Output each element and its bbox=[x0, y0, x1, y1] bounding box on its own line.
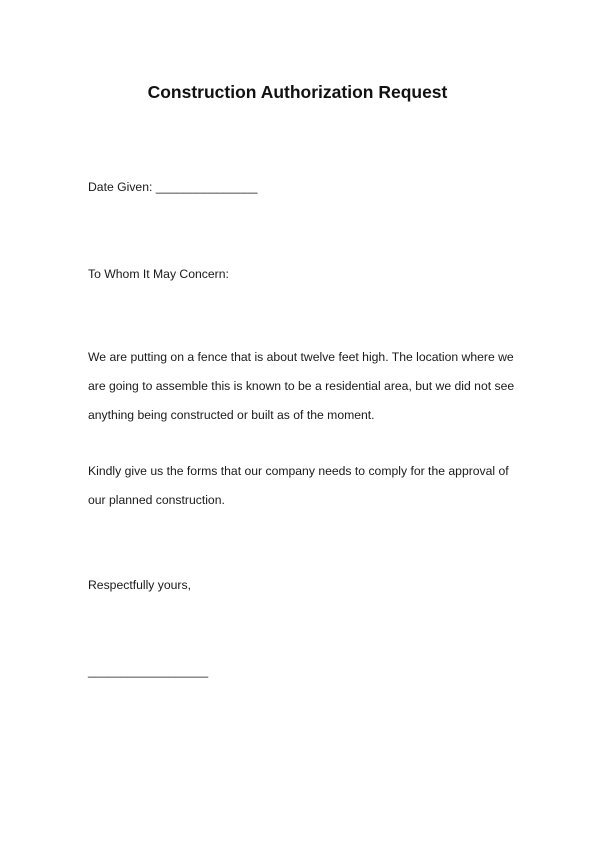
body-paragraph-1-line-2: are going to assemble this is known to be a residential area, but we did not see bbox=[88, 379, 515, 393]
closing-text: Respectfully yours, bbox=[88, 578, 191, 592]
body-paragraph-2-line-1: Kindly give us the forms that our company needs to comply for the approval of bbox=[88, 464, 509, 478]
document-title: Construction Authorization Request bbox=[147, 82, 448, 102]
salutation: To Whom It May Concern: bbox=[88, 267, 229, 281]
date-given-line: Date Given: _______________ bbox=[88, 180, 258, 194]
body-paragraph-2-line-2: our planned construction. bbox=[88, 493, 225, 507]
signature-line: __________________ bbox=[88, 664, 209, 678]
body-paragraph-1-line-1: We are putting on a fence that is about twelve feet high. The location where we bbox=[88, 350, 514, 364]
body-paragraph-1-line-3: anything being constructed or built as of the moment. bbox=[88, 408, 375, 422]
